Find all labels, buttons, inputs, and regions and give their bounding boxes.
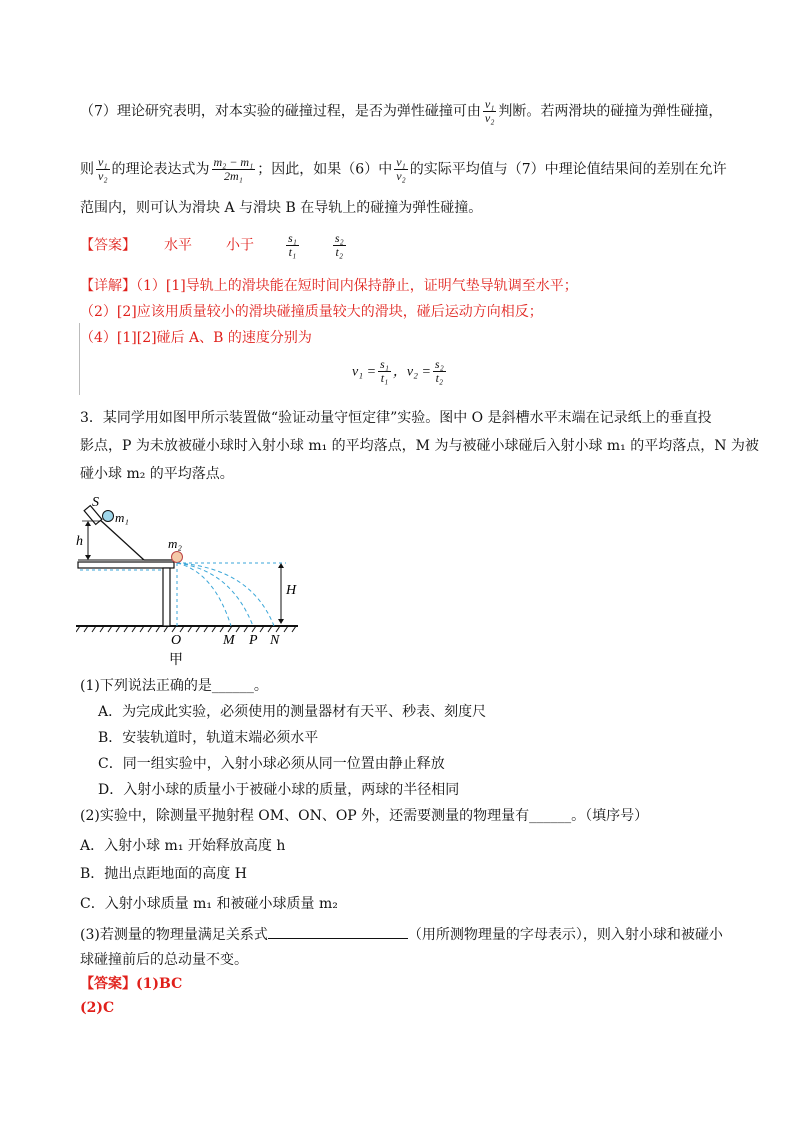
answer-label: 【答案】 [80, 976, 136, 992]
label-N: N [270, 633, 280, 648]
fraction-denominator: 2m₁ [212, 169, 256, 183]
table-top [78, 562, 174, 568]
q7-line2 [80, 156, 727, 183]
mass-ratio-fraction [212, 156, 256, 183]
answer-label: 【答案】 [80, 237, 136, 254]
label-h: h [76, 534, 83, 549]
q7-text: （7）理论研究表明，对本实验的碰撞过程，是否为弹性碰撞可由 [80, 103, 481, 120]
v1-over-v2-fraction [483, 98, 497, 125]
v2-label: ，v₂ = [392, 364, 431, 380]
sub2-option-a: A．入射小球 m₁ 开始释放高度 h [80, 838, 286, 854]
fraction-numerator: s₁ [380, 357, 389, 371]
fraction-denominator: t₂ [433, 371, 446, 385]
detail-line2: （2）[2]应该用质量较小的滑块碰撞质量较大的滑块，碰后运动方向相反； [80, 304, 543, 320]
sub1-option-a: A．为完成此实验，必须使用的测量器材有天平、秒表、刻度尺 [98, 704, 487, 720]
trajectory-M [177, 563, 231, 626]
fraction-numerator: v₁ [484, 97, 495, 111]
q3-line2: 影点，P 为未放被碰小球时入射小球 m₁ 的平均落点，M 为与被碰小球碰后入射小球 m₁ 的平均落点，N 为被 [80, 438, 759, 454]
velocity-formula [352, 358, 448, 385]
label-m1: m₁ [115, 510, 129, 525]
detail-line1 [80, 276, 578, 296]
figure-caption: 甲 [169, 652, 183, 668]
v1-label: v₁ = [352, 364, 377, 380]
detail-line3: （4）[1][2]碰后 A、B 的速度分别为 [80, 330, 312, 346]
fraction-denominator: v₂ [98, 169, 108, 183]
fraction-denominator: v₂ [396, 169, 406, 183]
answer-row [80, 232, 348, 259]
sub2-stem: (2)实验中，除测量平抛射程 OM、ON、OP 外，还需要测量的物理量有______。（填序号） [80, 808, 649, 824]
fraction-denominator: t₁ [378, 371, 391, 385]
q7-text: 判断。若两滑块的碰撞为弹性碰撞， [498, 103, 723, 120]
q7-text: 的实际平均值与（7）中理论值结果间的差别在允许 [409, 161, 727, 178]
table-leg [163, 568, 170, 626]
fraction-numerator: s₂ [434, 357, 444, 371]
label-M: M [223, 633, 235, 648]
q7-text: 的理论表达式为 [111, 161, 210, 178]
sub1-option-b: B．安装轨道时，轨道末端必须水平 [98, 730, 319, 746]
label-S: S [92, 495, 99, 510]
answer-item: 小于 [226, 237, 254, 254]
label-P: P [249, 633, 258, 648]
fraction-denominator: v₂ [484, 111, 495, 125]
fraction-numerator: v₁ [98, 155, 108, 169]
answer2-item2: (2)C [80, 1000, 115, 1016]
sub3-text: (3)若测量的物理量满足关系式 [80, 927, 268, 943]
q7-text: 则 [80, 161, 94, 178]
sub1-option-d: D．入射小球的质量小于被碰小球的质量，两球的半径相同 [98, 782, 460, 798]
s1-over-t1-fraction [286, 232, 299, 259]
answer-blank [268, 924, 408, 939]
sub3-line1 [80, 924, 723, 945]
s1-over-t1-fraction [378, 358, 391, 385]
q7-text: ；因此，如果（6）中 [257, 161, 393, 178]
fraction-numerator: s₂ [334, 231, 344, 245]
fraction-numerator: m₂ − m₁ [213, 155, 254, 169]
q7-line1 [80, 98, 722, 125]
ball-m1 [103, 511, 114, 522]
fraction-numerator: s₁ [288, 231, 297, 245]
q7-line3: 范围内，则可认为滑块 A 与滑块 B 在导轨上的碰撞为弹性碰撞。 [80, 200, 483, 216]
answer2-row [80, 974, 182, 994]
sub2-option-b: B．抛出点距地面的高度 H [80, 866, 247, 882]
label-O: O [171, 633, 182, 648]
sub3-line2: 球碰撞前后的总动量不变。 [80, 952, 248, 968]
v1-over-v2-fraction [96, 156, 110, 183]
sub2-option-c: C．入射小球质量 m₁ 和被碰小球质量 m₂ [80, 896, 338, 912]
fraction-numerator: v₁ [396, 155, 406, 169]
answer-item: 水平 [164, 237, 192, 254]
q3-line1: 3．某同学用如图甲所示装置做“验证动量守恒定律”实验。图中 O 是斜槽水平末端在记录纸上的垂直投 [80, 410, 712, 426]
ball-m2 [172, 552, 183, 563]
sub1-stem: (1)下列说法正确的是______。 [80, 678, 268, 694]
sub3-text: （用所测物理量的字母表示），则入射小球和被碰小 [407, 927, 723, 943]
detail-text: （1）[1]导轨上的滑块能在短时间内保持静止，证明气垫导轨调至水平； [136, 278, 578, 294]
sub1-option-c: C．同一组实验中，入射小球必须从同一位置由静止释放 [98, 756, 445, 772]
s2-over-t2-fraction [433, 358, 446, 385]
answer-item: (1)BC [136, 976, 183, 992]
v1-over-v2-fraction [394, 156, 408, 183]
apparatus-figure [76, 492, 306, 672]
detail-label: 【详解】 [80, 278, 136, 294]
label-H: H [286, 583, 297, 598]
trajectory-N [177, 563, 274, 626]
trajectory-P [177, 563, 253, 626]
fraction-denominator: t₁ [286, 245, 299, 259]
fraction-denominator: t₂ [333, 245, 346, 259]
label-m2: m₂ [168, 536, 182, 551]
s2-over-t2-fraction [333, 232, 346, 259]
q3-line3: 碰小球 m₂ 的平均落点。 [80, 466, 234, 482]
